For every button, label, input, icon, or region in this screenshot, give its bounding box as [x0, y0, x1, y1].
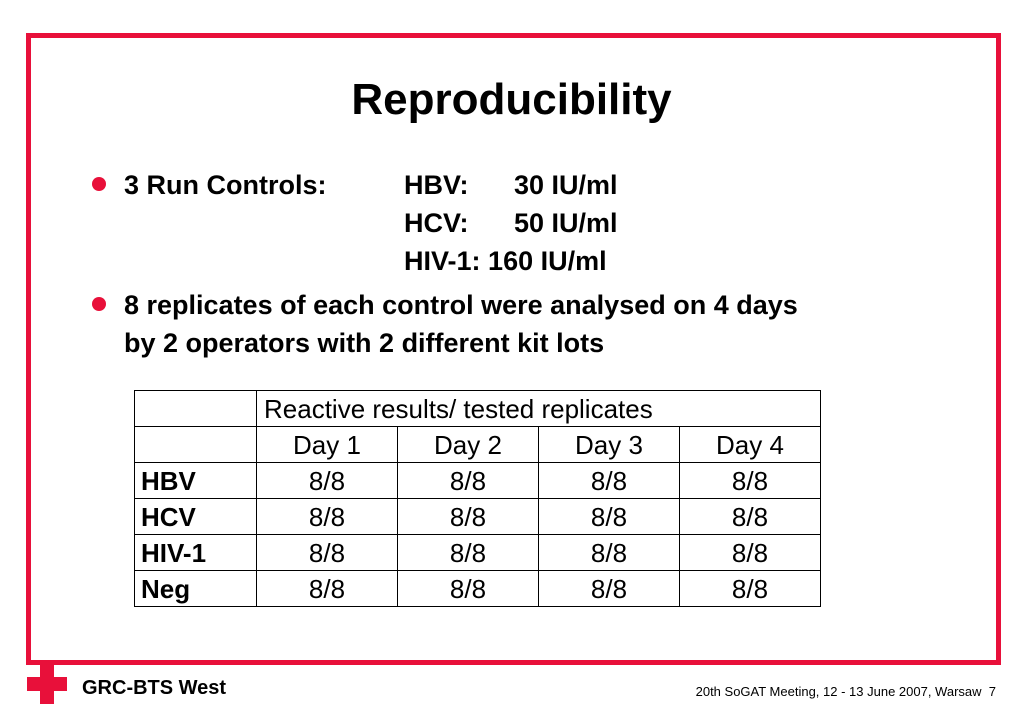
red-cross-icon: [27, 664, 67, 704]
red-cross-horizontal-bar: [27, 677, 67, 691]
table-days-row: [135, 427, 821, 463]
slide-title: Reproducibility: [351, 75, 672, 124]
value-cell: 8/8: [680, 571, 821, 607]
meeting-text: 20th SoGAT Meeting, 12 - 13 June 2007, Warsaw: [695, 684, 982, 699]
replicates-line-2: by 2 operators with 2 different kit lots: [124, 328, 605, 358]
control-value-hcv: 50 IU/ml: [514, 208, 618, 238]
control-hiv: [404, 242, 607, 280]
row-label-cell: Neg: [135, 571, 257, 607]
table-row: [135, 535, 821, 571]
value-cell: 8/8: [680, 535, 821, 571]
group-header-cell: Reactive results/ tested replicates: [257, 391, 821, 427]
table-row: [135, 571, 821, 607]
organization-name: GRC-BTS West: [82, 677, 227, 699]
replicates-text: [124, 286, 924, 362]
day-header-cell: Day 3: [539, 427, 680, 463]
value-cell: 8/8: [257, 535, 398, 571]
value-cell: 8/8: [539, 463, 680, 499]
control-value-hbv: 30 IU/ml: [514, 170, 618, 200]
page-number: 7: [988, 684, 996, 699]
row-label-cell: HBV: [135, 463, 257, 499]
table-header-row: [135, 391, 821, 427]
value-cell: 8/8: [257, 463, 398, 499]
run-controls-label: 3 Run Controls:: [124, 170, 327, 200]
control-name-hbv: HBV:: [404, 170, 469, 200]
control-value-hiv: 160 IU/ml: [488, 246, 607, 276]
value-cell: 8/8: [257, 571, 398, 607]
row-label-cell: HIV-1: [135, 535, 257, 571]
table-row: [135, 463, 821, 499]
results-table: [134, 390, 821, 607]
table-corner-cell: [135, 427, 257, 463]
bullet-dot-icon: [92, 177, 106, 191]
value-cell: 8/8: [680, 499, 821, 535]
value-cell: 8/8: [539, 535, 680, 571]
bullet-dot-icon: [92, 297, 106, 311]
control-name-hcv: HCV:: [404, 208, 469, 238]
value-cell: 8/8: [539, 499, 680, 535]
value-cell: 8/8: [398, 571, 539, 607]
row-label-cell: HCV: [135, 499, 257, 535]
value-cell: 8/8: [539, 571, 680, 607]
table-row: [135, 499, 821, 535]
value-cell: 8/8: [680, 463, 821, 499]
day-header-cell: Day 2: [398, 427, 539, 463]
value-cell: 8/8: [398, 463, 539, 499]
day-header-cell: Day 1: [257, 427, 398, 463]
control-name-hiv: HIV-1:: [404, 246, 481, 276]
footer-meeting-info: [696, 684, 996, 700]
day-header-cell: Day 4: [680, 427, 821, 463]
value-cell: 8/8: [398, 535, 539, 571]
value-cell: 8/8: [257, 499, 398, 535]
replicates-line-1: 8 replicates of each control were analysed on 4 days: [124, 290, 798, 320]
table-corner-cell: [135, 391, 257, 427]
value-cell: 8/8: [398, 499, 539, 535]
